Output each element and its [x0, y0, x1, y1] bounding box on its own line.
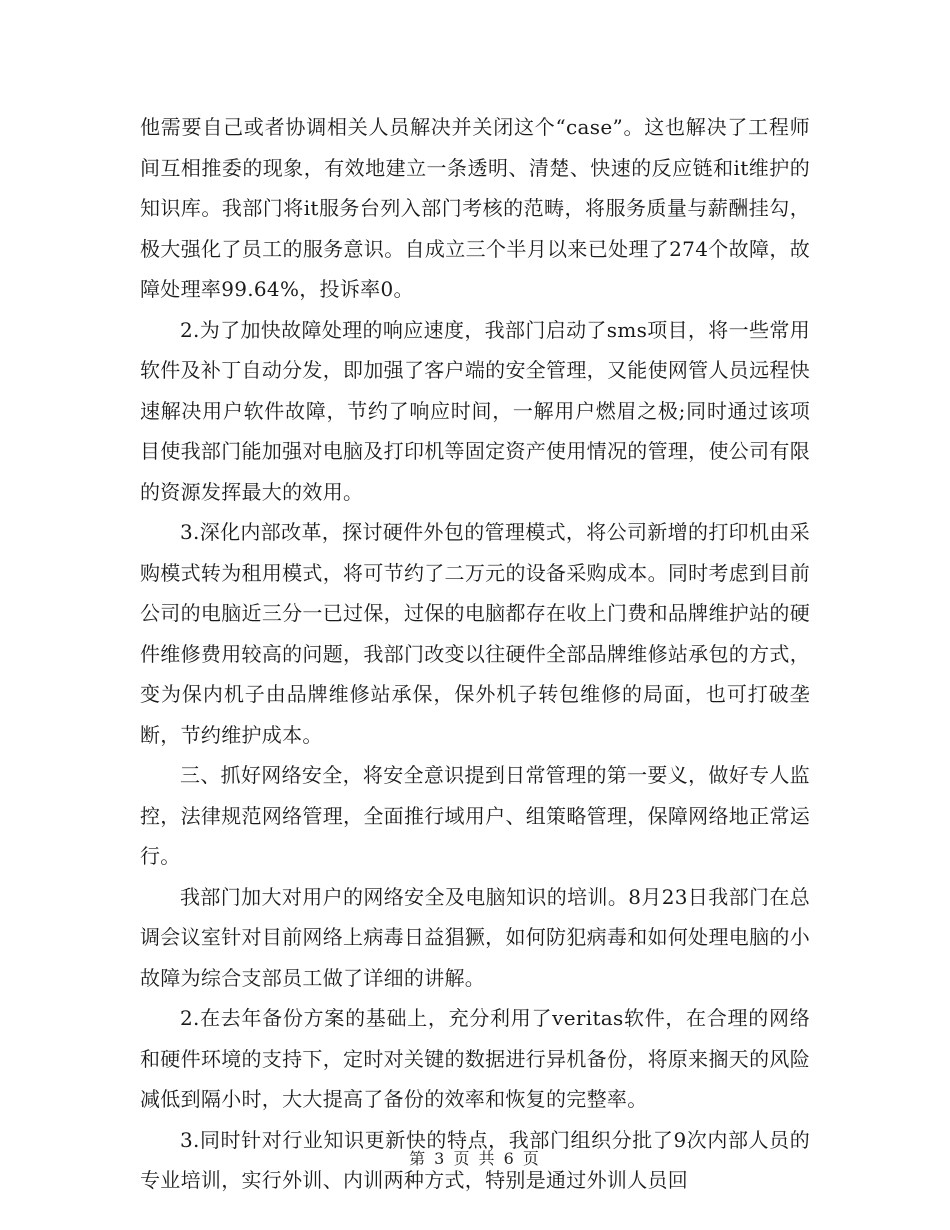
paragraph-network-security-heading: 三、抓好网络安全，将安全意识提到日常管理的第一要义，做好专人监控，法律规范网络管理，全面推行域用户、组策略管理，保障网络地正常运行。	[140, 763, 810, 868]
page-number-label: 第 3 页 共 6 页	[409, 1149, 541, 1168]
paragraph-backup-plan: 2.在去年备份方案的基础上，充分利用了veritas软件，在合理的网络和硬件环境的支持下，定时对关键的数据进行异机备份，将原来搁天的风险减低到隔小时，大大提高了备份的效率和恢复的完整率。	[140, 1006, 810, 1111]
paragraph-sms-project: 2.为了加快故障处理的响应速度，我部门启动了sms项目，将一些常用软件及补丁自动分发，即加强了客户端的安全管理，又能使网管人员远程快速解决用户软件故障，节约了响应时间，一解用户燃眉之极;同时通过该项目使我部门能加强对电脑及打印机等固定资产使用情况的管理，使公司有限的资源发挥最大的效用。	[140, 317, 810, 504]
paragraph-staff-training: 3.同时针对行业知识更新快的特点，我部门组织分批了9次内部人员的专业培训，实行外训、内训两种方式，特别是通过外训人员回	[140, 1127, 810, 1192]
paragraph-hardware-outsourcing: 3.深化内部改革，探讨硬件外包的管理模式，将公司新增的打印机由采购模式转为租用模式，将可节约了二万元的设备采购成本。同时考虑到目前公司的电脑近三分一已过保，过保的电脑都存在收上门费和品牌维护站的硬件维修费用较高的问题，我部门改变以往硬件全部品牌维修站承包的方式，变为保内机子由品牌维修站承保，保外机子转包维修的局面，也可打破垄断，节约维护成本。	[140, 520, 810, 747]
page-footer	[0, 1148, 950, 1170]
paragraph-case-closure: 他需要自己或者协调相关人员解决并关闭这个“case”。这也解决了工程师间互相推委的现象，有效地建立一条透明、清楚、快速的反应链和it维护的知识库。我部门将it服务台列入部门考核的范畴，将服务质量与薪酬挂勾，极大强化了员工的服务意识。自成立三个半月以来已处理了274个故障，故障处理率99.64%，投诉率0。	[140, 115, 810, 301]
paragraph-user-training: 我部门加大对用户的网络安全及电脑知识的培训。8月23日我部门在总调会议室针对目前网络上病毒日益猖獗，如何防犯病毒和如何处理电脑的小故障为综合支部员工做了详细的讲解。	[140, 884, 810, 990]
document-body	[140, 107, 810, 1201]
